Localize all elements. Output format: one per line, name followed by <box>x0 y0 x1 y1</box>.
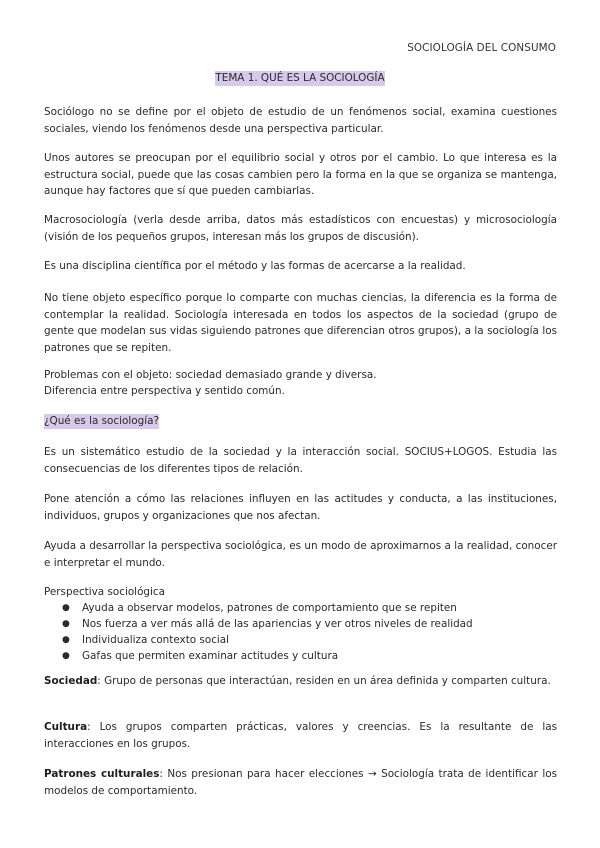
definition-patrones: Patrones culturales: Nos presionan para hacer elecciones → Sociología trata de identificar los modelos de comportamiento. <box>44 768 557 797</box>
problems-line-1: Problemas con el objeto: sociedad demasiado grande y diversa. <box>44 369 377 381</box>
definition-term: Sociedad <box>44 675 98 687</box>
perspective-label: Perspectiva sociológica <box>44 586 165 598</box>
paragraph-5: No tiene objeto específico porque lo comparte con muchas ciencias, la diferencia es la forma de contemplar la realidad. Sociología interesada en todos los aspectos de la sociedad (grupo de gente que modelan sus vidas siguiendo patrones que diferencian otros grupos), a la sociología los patrones que se repiten. <box>44 292 557 354</box>
page-title <box>0 72 600 84</box>
list-item: ● Individualiza contexto social <box>62 634 230 646</box>
paragraph-2: Unos autores se preocupan por el equilibrio social y otros por el cambio. Lo que interesa es la estructura social, puede que las cosas cambien pero la forma en la que se organiza se mantenga, aunque hay factores que sí que pueden cambiarlas. <box>44 152 557 197</box>
paragraph-1: Sociólogo no se define por el objeto de estudio de un fenómenos social, examina cuestiones sociales, viendo los fenómenos desde una perspectiva particular. <box>44 106 557 135</box>
paragraph-4: Es una disciplina científica por el método y las formas de acercarse a la realidad. <box>44 260 466 272</box>
definition-sociedad: Sociedad: Grupo de personas que interactúan, residen en un área definida y comparten cultura. <box>44 675 551 687</box>
list-item: ● Gafas que permiten examinar actitudes y cultura <box>62 650 339 662</box>
list-item: ● Nos fuerza a ver más allá de las apariencias y ver otros niveles de realidad <box>62 618 473 630</box>
bullet-icon: ● <box>62 619 70 629</box>
title-highlight: TEMA 1. QUÉ ES LA SOCIOLOGÍA <box>215 72 385 84</box>
bullet-icon: ● <box>62 651 70 661</box>
definition-cultura: Cultura: Los grupos comparten prácticas, valores y creencias. Es la resultante de las interacciones en los grupos. <box>44 721 557 750</box>
definition-term: Patrones culturales <box>44 768 160 780</box>
section-paragraph-2: Pone atención a cómo las relaciones influyen en las actitudes y conducta, a las instituciones, individuos, grupos y organizaciones que nos afectan. <box>44 493 557 522</box>
bullet-icon: ● <box>62 635 70 645</box>
bullet-icon: ● <box>62 603 70 613</box>
section-paragraph-3: Ayuda a desarrollar la perspectiva sociológica, es un modo de aproximarnos a la realidad, conocer e interpretar el mundo. <box>44 540 557 569</box>
section-paragraph-1: Es un sistemático estudio de la sociedad y la interacción social. SOCIUS+LOGOS. Estudia las consecuencias de los diferentes tipos de relación. <box>44 446 557 475</box>
problems-line-2: Diferencia entre perspectiva y sentido común. <box>44 385 285 397</box>
section-subtitle <box>44 413 159 430</box>
subtitle-highlight: ¿Qué es la sociología? <box>44 415 159 427</box>
list-item: ● Ayuda a observar modelos, patrones de comportamiento que se repiten <box>62 602 457 614</box>
definition-term: Cultura <box>44 721 88 733</box>
page-header: SOCIOLOGÍA DEL CONSUMO <box>407 42 556 54</box>
paragraph-3: Macrosociología (verla desde arriba, datos más estadísticos con encuestas) y microsociología (visión de los pequeños grupos, interesan más los grupos de discusión). <box>44 214 557 243</box>
perspective-list <box>44 600 557 664</box>
